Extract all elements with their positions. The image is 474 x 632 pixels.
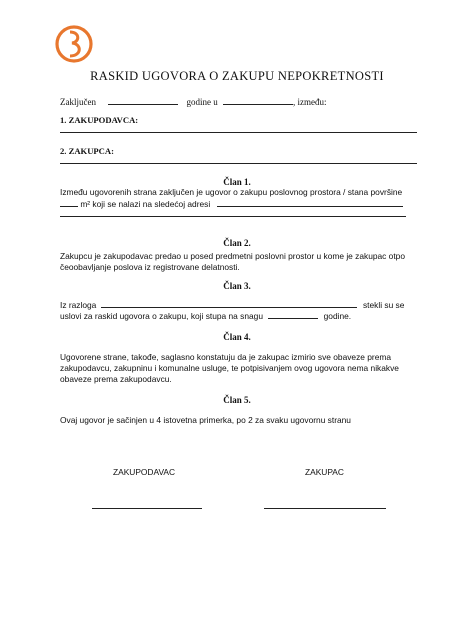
lessee-signature-label: ZAKUPAC — [305, 467, 344, 477]
lessor-signature-line[interactable] — [92, 508, 202, 509]
article-2-heading: Član 2. — [223, 238, 251, 248]
article-3-effective-label: uslovi za raskid ugovora o zakupu, koji stupa na snagu — [60, 311, 263, 321]
article-5-line-1: Ovaj ugovor je sačinjen u 4 istovetna primerka, po 2 za svaku ugovornu stranu — [60, 415, 351, 425]
lessor-signature-label: ZAKUPODAVAC — [113, 467, 176, 477]
article-1-address-label: m² koji se nalazi na sledećoj adresi — [80, 199, 211, 209]
article-3-heading: Član 3. — [223, 281, 251, 291]
intro-label-between: , između: — [292, 97, 327, 107]
article-3-line-2 — [60, 310, 351, 322]
article-1-line-2 — [60, 198, 403, 210]
address-blank[interactable] — [217, 198, 403, 207]
intro-label-year: godine u — [186, 97, 218, 107]
intro-label-concluded: Zaključen — [60, 97, 96, 107]
address-blank-line-2[interactable] — [60, 216, 406, 217]
intro-line — [60, 96, 326, 108]
reason-blank[interactable] — [101, 299, 357, 308]
lessee-signature-line[interactable] — [264, 508, 386, 509]
place-blank[interactable] — [223, 96, 293, 105]
article-5-heading: Član 5. — [223, 395, 251, 405]
article-3-year-label: godine. — [323, 311, 352, 321]
article-4-line-3: obaveze prema zakupodavcu. — [60, 374, 172, 384]
article-4-line-2: zakupodavcu, zakupninu i komunalne usluge, te potpisivanjem ovog ugovora nema nikakve — [60, 363, 399, 373]
article-1-line-1: Između ugovorenih strana zaključen je ugovor o zakupu poslovnog prostora / stana površine — [60, 187, 403, 197]
article-3-reason-label: Iz razloga — [60, 300, 97, 310]
lessee-blank-line[interactable] — [60, 163, 417, 164]
lessee-label: 2. ZAKUPCA: — [60, 146, 114, 156]
company-logo — [52, 24, 96, 64]
effective-date-blank[interactable] — [268, 310, 318, 319]
lessor-label: 1. ZAKUPODAVCA: — [60, 115, 139, 125]
lessor-blank-line[interactable] — [60, 132, 417, 133]
area-blank[interactable] — [60, 198, 78, 207]
article-2-line-1: Zakupcu je zakupodavac predao u posed predmetni poslovni prostor u kome je zakupac otpo — [60, 251, 405, 261]
article-2-line-2: čeoobavljanje poslova iz registrovane delatnosti. — [60, 262, 240, 272]
article-4-line-1: Ugovorene strane, takođe, saglasno konstatuju da je zakupac izmirio sve obaveze prema — [60, 352, 392, 362]
article-1-heading: Član 1. — [223, 177, 251, 187]
article-3-conditions-label: stekli su se — [362, 300, 405, 310]
date-blank[interactable] — [108, 96, 178, 105]
article-4-heading: Član 4. — [223, 332, 251, 342]
document-title: RASKID UGOVORA O ZAKUPU NEPOKRETNOSTI — [90, 69, 384, 83]
